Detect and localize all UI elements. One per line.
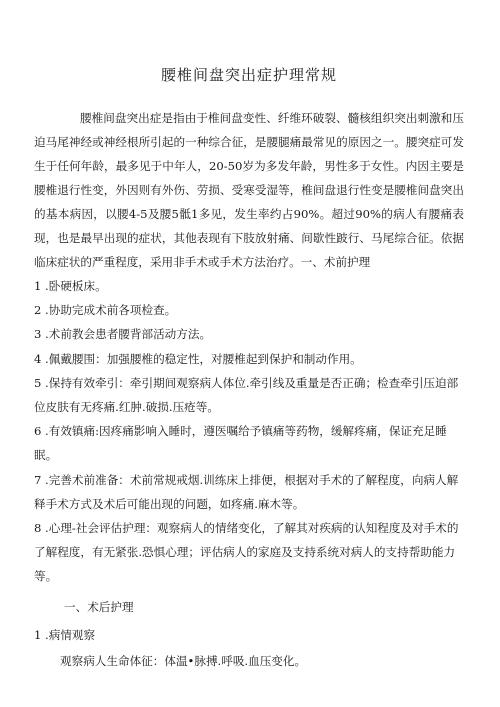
postop-text: 观察病人生命体征：体温•脉搏.呼吸.血压变化。: [60, 653, 307, 668]
list-item: 4 .佩戴腰围：加强腰椎的稳定性，对腰椎起到保护和制动作用。: [34, 351, 362, 366]
list-item: 5 .保持有效牵引：牵引期间观察病人体位.牵引线及重量是否正确；检查牵引压迫部位皮肤有无疼痛.红肿.破损.压疮等。: [34, 375, 459, 415]
list-item: 3 .术前教会患者腰背部活动方法。: [34, 327, 212, 342]
intro-paragraph: 腰椎间盘突出症是指由于椎间盘变性、纤维环破裂、髓核组织突出刺激和压迫马尾神经或神经根所引起的一种综合征，是腰腿痛最常见的原因之一。腰突症可发生于任何年龄，最多见于中年人，20-50岁为多发年龄，男性多于女性。内因主要是腰椎退行性变，外因则有外伤、劳损、受寒受湿等，椎间盘退行性变是腰椎间盘突出的基本病因，以腰4-5及腰5骶1多见，发生率约占90%。超过90%的病人有腰痛表现，也是最早出现的症状，其他表现有下肢放射痛、间歇性跛行、马尾综合征。依据临床症状的严重程度，采用非手术或手术方法治疗。一、术前护理: [34, 111, 464, 269]
preop-list: [34, 274, 464, 589]
postop-heading: 一、术后护理: [64, 599, 134, 614]
postop-item: 1 .病情观察: [34, 627, 96, 642]
list-item: 6 .有效镇痛:因疼痛影响入睡时，遵医嘱给予镇痛等药物，缓解疼痛，保证充足睡眠。: [34, 424, 447, 463]
list-item: 2 .协助完成术前各项检查。: [34, 303, 177, 318]
list-item: 1 .卧硬板床。: [34, 279, 107, 293]
document-title: 腰椎间盘突出症护理常规: [160, 66, 337, 84]
list-item: 7 .完善术前准备：术前常规戒烟.训练床上排便，根据对手术的了解程度，向病人解释手术方式及术后可能出现的问题，如疼痛.麻木等。: [34, 472, 459, 511]
list-item: 8 .心理-社会评估护理：观察病人的情绪变化，了解其对疾病的认知程度及对手术的了解程度，有无紧张.恐惧心理；评估病人的家庭及支持系统对病人的支持帮助能力等。: [34, 521, 459, 584]
